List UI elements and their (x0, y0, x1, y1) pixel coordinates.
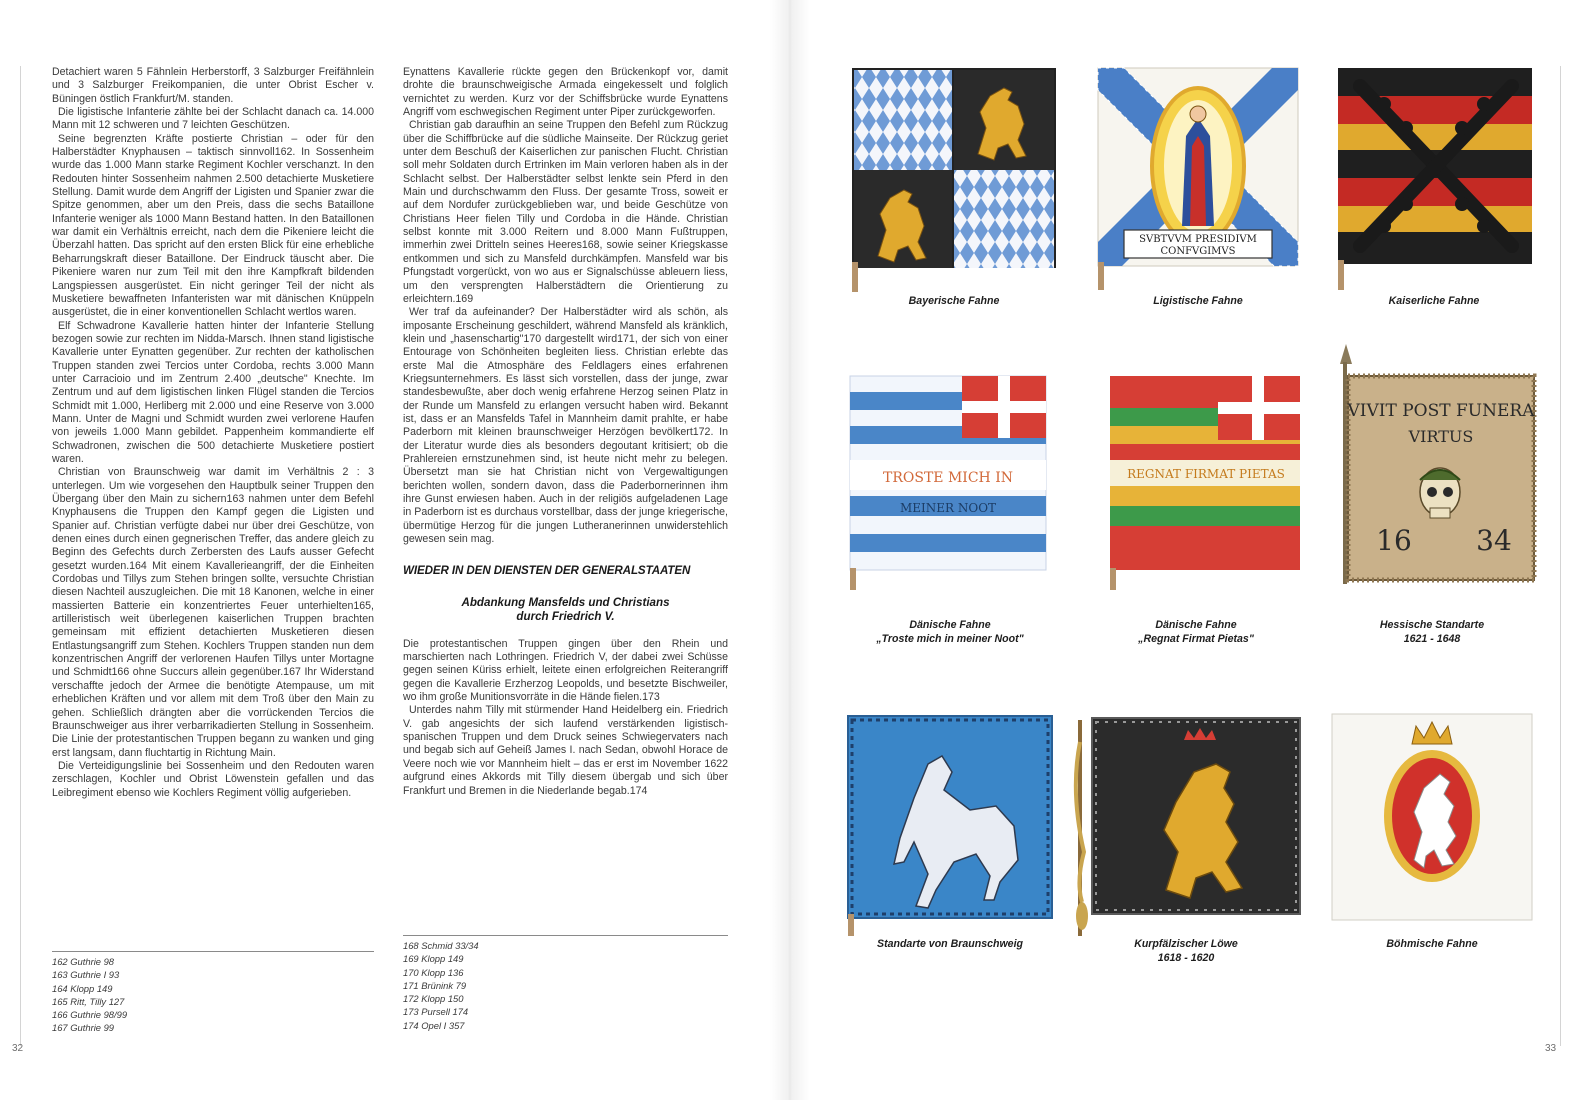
flag-caption (830, 937, 1070, 951)
paragraph: Seine begrenzten Kräfte postierte Christian – oder für den Halberstädter Knyphausen – taktisch sinnvoll162. In Sossenheim wurde das 1.000 Mann starke Regiment Kochler verschanzt. In den Redouten hinter Sossenheim nahmen 2.500 detachierte Musketiere Stellung. Damit wurde dem Angriff der Ligisten und Spanier zwar die Spitze genommen, aber um den Preis, dass die sechs Bataillone Infanterie weniger als 1000 Mann Bestand hatten. In den Bataillonen war damit ein Verhältnis erreicht, nach dem die Pikeniere leicht die Überzahl hatten. Das spricht auf den ersten Blick für eine erhebliche Beharrungskraft dieser Bataillone. Der Eindruck täuscht aber. Die Pikeniere waren nur zum Teil mit den ihre Kampfkraft bildenden Langspiessen ausgerüstet. Ein nicht geringer Teil der nicht als Musketiere bewaffneten Infanteristen war mit dänischen Knüppeln ausgerüstet, die in einer konventionellen Schlacht wertlos waren. (52, 132, 374, 319)
flag-motto: 16 (1376, 524, 1412, 557)
caption-line: „Regnat Firmat Pietas" (1138, 633, 1254, 645)
paragraph: Christian gab daraufhin an seine Truppen den Befehl zum Rückzug über die Schiffbrücke auf die südliche Mainseite. Der Rückzug geriet unter dem Beschuß der Kaiserlichen zur panischen Flucht. Christian soll mehr Soldaten durch Ertrinken im Main verloren haben als in der Schlacht selbst. Der Halberstädter selbst lenkte sein Pferd in den Main und durchschwamm den Fluss. Der gesamte Tross, soweit er auf dem Nordufer zurückgeblieben war, und beide Geschütze von Christians Heer fielen Tilly und Cordoba in die Hände. Christian selbst konnte mit 3.000 Reitern und 8.000 Mann Fußtruppen, immerhin zwei Dritteln seines Heeres168, sowie seiner Kriegskasse entkommen und sich zu Mansfeld durchkämpfen. Mansfeld war bis Pfungstadt vorgerückt, von wo aus er Signalschüsse ableuern liess, um den versprengten Halberstädtern die Orientierung zu erleichtern.169 (403, 119, 728, 305)
caption-line: Dänische Fahne (909, 619, 991, 631)
flag-caption (1078, 294, 1318, 308)
palatinate-lion-illustration (1066, 712, 1306, 940)
caption-line: Bayerische Fahne (908, 295, 1000, 307)
paragraph: Die protestantischen Truppen gingen über den Rhein und marschierten nach Lothringen. Friedrich V, der dabei zwei Schüsse gegen seinen Küriss erhielt, leitete einen erfolgreichen Reiterangriff gegen die Kavallerie Erzherzog Leopolds, und besetzte Bischweiler, wo ihm große Munitionsvorräte in die Hände fielen.173 (403, 637, 728, 704)
bohemian-flag-illustration (1330, 712, 1534, 932)
paragraph: Unterdes nahm Tilly mit stürmender Hand Heidelberg ein. Friedrich V. gab angesichts der sich laufend verstärkenden ligistisch-spanischen Truppen und dem Druck seines Schwiegervaters nach und begab sich auf Geheiß James I. nach Sedan, obwohl Horace de Veere noch wie vor Mannheim hielt – das er erst im November 1622 aufgrund eines Akkords mit Tilly diesem übergab und sich über Frankfurt und Bremen in die Niederlande begab.174 (403, 704, 728, 797)
footnote: 164 Klopp 149 (52, 982, 113, 994)
footnote: 168 Schmid 33/34 (403, 940, 479, 951)
flag-motto: MEINER NOOT (899, 501, 997, 515)
page-edge-right (1560, 66, 1561, 1046)
footnote: 167 Guthrie 99 (52, 1022, 115, 1034)
flag-caption (830, 618, 1070, 646)
flag-motto: REGNAT FIRMAT PIETAS (1127, 467, 1285, 481)
caption-line: Böhmische Fahne (1386, 938, 1478, 950)
footnotes-column-2 (403, 935, 728, 1032)
footnote: 171 Brünink 79 (403, 979, 467, 991)
footnote: 174 Opel I 357 (403, 1019, 465, 1031)
paragraph: Christian von Braunschweig war damit im Verhältnis 2 : 3 unterlegen. Um wie vorgesehen den Hauptbulk seiner Truppen den Übergang über den Main zu sichern163 nahmen unter dem Befehl Knyphausens die Truppen den Kampf gegen die Ligisten und Spanier auf. Christian verfügte dabei nur über drei Geschütze, von denen eines durch einen gegnerischen Treffer, das andere gleich zu Beginn des Gefechts durch Zerbersten des Laufs ausser Gefecht gesetzt wurden.164 Mit einem Kavallerieangriff, der die Einheiten Cordobas und Tillys zum Stehen bringen sollte, versuchte Christian diesen Nachteil auszugleichen. Die mit 18 Kanonen, welche in einer massierten Batterie ein konzentriertes Feuer unterhielten165, artilleristisch weit überlegenen kaiserlichen Truppen brachten gemeinsam mit effizient detachierten Musketieren diesen Entlastungsangriff zum Stehen. Kochlers Truppen standen nun dem konzentrischen Angriff der verlorenen Haufen Tillys unter Mortagne und Schmidt166 ohne Succurs allein gegenüber.167 Ihr Widerstand verschaffte jedoch der Armee die benötigte Atempause, um mit erheblichen Kräften und vor allem mit dem Troß über den Main zu gehen. Schließlich drängten aber die vorrückenden Tercios die Braunschweiger aus ihrer verbarrikadierten Stellung in Sossenheim. Die Linie der protestantischen Truppen begann zu wanken und ging erst langsam, dann fluchtartig in Richtung Main. (52, 466, 374, 759)
paragraph: Die ligistische Infanterie zählte bei der Schlacht danach ca. 14.000 Mann mit 12 schweren und 7 leichten Geschützen. (52, 106, 374, 132)
subheading-line: Abdankung Mansfelds und Christians (461, 595, 670, 609)
caption-line: Kaiserliche Fahne (1388, 295, 1480, 307)
caption-line: Kurpfälzischer Löwe (1134, 938, 1238, 950)
footnote: 165 Ritt, Tilly 127 (52, 995, 125, 1007)
paragraph: Die Verteidigungslinie bei Sossenheim und den Redouten waren zerschlagen, Kochler und Obrist Löwenstein gefallen und das Leibregiment ebenso wie Kochlers Regiment völlig aufgerieben. (52, 759, 374, 799)
footnote: 163 Guthrie I 93 (52, 969, 120, 981)
footnote: 173 Pursell 174 (403, 1006, 469, 1018)
footnote: 169 Klopp 149 (403, 953, 464, 965)
paragraph: Wer traf da aufeinander? Der Halberstädter wird als schön, als imposante Erscheinung geschildert, während Mansfeld als kränklich, klein und „hasenschartig"170 dargestellt wird171, der sich von einer Entourage von Schönheiten begleiten liess. Christian erlebte das erste Mal die Atmosphäre des Feldlagers eines erfahrenen Kriegsunternehmers. Es lässt sich vorstellen, dass der junge, zwar standesbewußte, aber doch wenig erfahrene Herzog seinen Platz in der Runde um Mansfeld zu erlangen versucht haben wird. Bekannt ist, dass er an Mansfelds Tafel in Mannheim damit prahlte, er habe Paderborn mit kleinen braunschweiger Herzögen bevölkert172. In der Literatur wurde dies als besonders degoutant kritisiert; ob die Prahlereien ernstzunehmen sind, ist heute nicht mehr zu belegen. Übersetzt man sie hat Christian nicht von Vergewaltigungen berichten wollen, sondern davon, dass die Paderbornerinnen ihm ihre Gunst erwiesen haben. Auch in der religiös aufgeladenen Lage in Paderborn ist es durchaus vorstellbar, dass der junge kriegerische, übermütige Herzog für die jungen Lutheranerinnen unwiderstehlich gewesen sein mag. (403, 306, 728, 546)
caption-line: Dänische Fahne (1155, 619, 1237, 631)
bavarian-flag-illustration (848, 66, 1060, 292)
flag-caption (1312, 937, 1552, 951)
subheading-line: durch Friedrich V. (516, 609, 615, 623)
text-column-2 (403, 66, 728, 798)
brunswick-standard-illustration (844, 714, 1056, 936)
footnotes-column-1 (52, 951, 374, 1035)
subheading (403, 596, 728, 624)
flag-motto: VIVIT POST FUNERA (1347, 401, 1535, 421)
book-gutter (770, 0, 810, 1100)
page-number-left: 32 (12, 1043, 24, 1054)
page-edge-left (20, 66, 21, 1046)
caption-line: „Troste mich in meiner Noot" (876, 633, 1024, 645)
flag-caption (834, 294, 1074, 308)
flag-motto: 34 (1476, 524, 1512, 557)
caption-line: Standarte von Braunschweig (877, 938, 1023, 950)
flag-motto: TROSTE MICH IN (883, 470, 1013, 486)
caption-line: 1618 - 1620 (1157, 952, 1215, 964)
flag-caption (1312, 618, 1552, 646)
caption-line: Hessische Standarte (1379, 619, 1485, 631)
footnote: 166 Guthrie 98/99 (52, 1009, 128, 1021)
flag-caption (1314, 294, 1554, 308)
flag-motto: SVBTVVM PRESIDIVM (1139, 234, 1257, 245)
flag-caption (1076, 618, 1316, 646)
danish-flag-regnat-illustration (1106, 374, 1302, 592)
hessian-standard-illustration (1328, 340, 1538, 586)
caption-line: 1621 - 1648 (1403, 633, 1461, 645)
flag-motto: VIRTUS (1408, 427, 1474, 446)
section-heading: WIEDER IN DEN DIENSTEN DER GENERALSTAATEN (403, 564, 691, 578)
caption-line: Ligistische Fahne (1153, 295, 1243, 307)
ligist-flag-illustration (1094, 66, 1300, 292)
footnote: 170 Klopp 136 (403, 966, 464, 978)
imperial-flag-illustration (1334, 66, 1534, 292)
flag-motto: CONFVGIMVS (1160, 246, 1236, 257)
paragraph: Eynattens Kavallerie rückte gegen den Brückenkopf vor, damit drohte die braunschweigische Armada eingekesselt und folglich vernichtet zu werden. Kurz vor der Schiffsbrücke wurde Eynattens Angriff vom eschwegischen Regiment unter Piper zurückgeworfen. (403, 66, 728, 119)
text-column-1 (52, 66, 374, 800)
paragraph: Detachiert waren 5 Fähnlein Herberstorff, 3 Salzburger Freifähnlein und 3 Salzburger Freikompanien, die unter Obrist Escher v. Büningen östlich Frankfurt/M. standen. (52, 66, 374, 105)
danish-flag-troste-illustration (846, 374, 1052, 592)
paragraph: Elf Schwadrone Kavallerie hatten hinter der Infanterie Stellung bezogen sowie zur rechten im Nidda-Marsch. Ihnen stand ligistische Kavallerie unter Eynatten gegenüber. Zur rechten der katholischen Truppen standen zwei Tercios unter Cordoba, rechts 3.000 Mann unter Carracioio und im Zentrum 2.400 „deutsche" Knechte. Im Zentrum und auf dem ligistischen linken Flügel standen die Tercios Schmidt mit 1.000, Herliberg mit 2.000 und eine Reserve von 3.000 Mann. Unter de Magni und Schmidt wurden zwei verlorene Haufen von jeweils 1.000 Mann gebildet. Pappenheim kommandierte elf Schwadronen, zwischen die 500 detachierte Musketiere postiert waren. (52, 319, 374, 465)
page-number-right: 33 (1545, 1043, 1557, 1054)
footnote: 172 Klopp 150 (403, 993, 464, 1005)
footnote: 162 Guthrie 98 (52, 956, 115, 967)
flag-caption (1066, 937, 1306, 965)
